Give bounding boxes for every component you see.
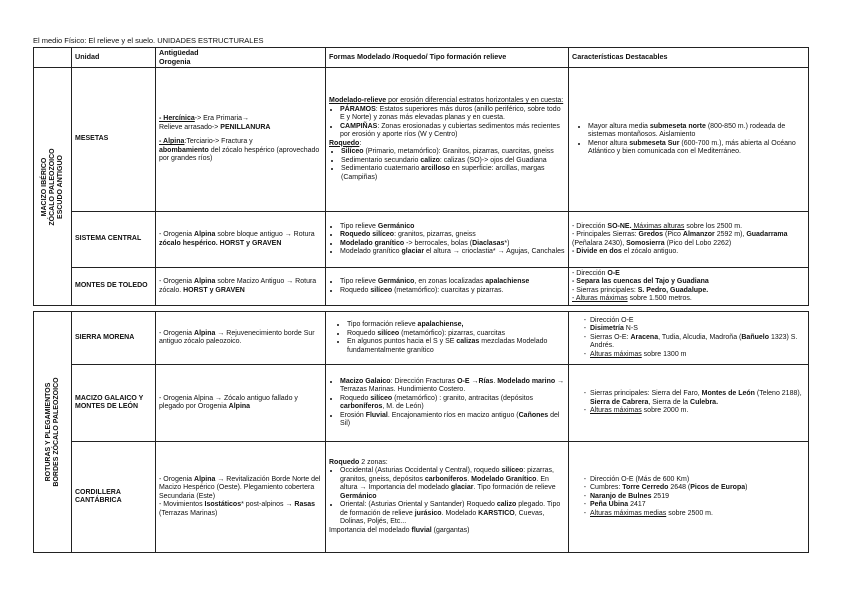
group-roturas: ROTURAS Y PLEGAMIENTOS BORDES ZÓCALO PALEOZOICO [34, 312, 72, 553]
header-antiguedad: Antigüedad Orogenia [156, 48, 326, 68]
orogenia-sistema-central: - Orogenia Alpina sobre bloque antiguo → Rotura zócalo hespérico. HORST y GRAVEN [156, 212, 326, 268]
formas-mesetas: Modelado-relieve por erosión diferencial estratos horizontales y en cuesta: • PÁRAMOS: Estatos superiores más duros (anillo periférico, sobre todo E y Norte) y zonas más elevadas planas y en cuesta. • CAMPIÑAS: Zonas erosionadas y cubiertas sedimentos más recientes por erosión y aporte ríos (W y Centro) Roquedo: • Silíceo (Primario, metamórfico): Granitos, pizarras, cuarcitas, gneiss • Sedimentario secundario calizo: calizas (SO)-> ojos del Guadiana • Sedimentario cuaternario arcilloso en superficie: arcillas, margas (Campiñas) [326, 68, 569, 212]
unit-sistema-central: SISTEMA CENTRAL [72, 212, 156, 268]
caract-cordillera-cantabrica: - Dirección O-E (Más de 600 Km) - Cumbres: Torre Cerredo 2648 (Picos de Europa) - Naranjo de Bulnes 2519 - Peña Ubina 2417 - Alturas máximas medias sobre 2500 m. [569, 442, 809, 553]
group-macizo-iberico: MACIZO IBÉRICO ZÓCALO PALEOZOICO ESCUDO ANTIGUO [34, 68, 72, 306]
unit-montes-toledo: MONTES DE TOLEDO [72, 268, 156, 306]
orogenia-macizo-galaico: - Orogenia Alpina → Zócalo antiguo fallado y plegado por Orogenia Alpina [156, 365, 326, 442]
caract-mesetas: • Mayor altura media submeseta norte (800-850 m.) rodeada de sistemas montañosos. Aislamiento • Menor altura submeseta Sur (600-700 m.), más abierta al Océano Atlántico y bien comunicada con el Mediterráneo. [569, 68, 809, 212]
units-table-2 [33, 311, 809, 553]
caract-macizo-galaico: - Sierras principales: Sierra del Faro, Montes de León (Teleno 2188), Sierra de Cabrera, Sierra de la Culebra. - Alturas máximas sobre 2000 m. [569, 365, 809, 442]
header-row [34, 48, 809, 68]
header-unidad: Unidad [72, 48, 156, 68]
unit-mesetas: MESETAS [72, 68, 156, 212]
row-montes-toledo [34, 268, 809, 306]
formas-sistema-central: • Tipo relieve Germánico • Roquedo silíceo: granitos, pizarras, gneiss • Modelado granítico -> berrocales, bolas (Diaclasas*) • Modelado granítico glaciar el altura → crioclastia* → Agujas, Canchales [326, 212, 569, 268]
header-caracteristicas: Características Destacables [569, 48, 809, 68]
row-mesetas [34, 68, 809, 212]
caract-sierra-morena: - Dirección O-E - Disimetría N-S - Sierras O-E: Aracena, Tudia, Alcudia, Madroña (Bañuelo 1323) S. Andrés. - Alturas máximas sobre 1300 m [569, 312, 809, 365]
caract-sistema-central: - Dirección SO-NE. Máximas alturas sobre los 2500 m. - Principales Sierras: Gredos (Pico Almanzor 2592 m), Guadarrama (Peñalara 2430), Somosierra (Pico del Lobo 2262) - Divide en dos el zócalo antiguo. [569, 212, 809, 268]
unit-sierra-morena: SIERRA MORENA [72, 312, 156, 365]
orogenia-mesetas: - Hercínica-> Era Primaria→ Relieve arrasado-> PENILLANURA - Alpina:Terciario-> Fractura y abombamiento del zócalo hespérico (aprovechado por grandes ríos) [156, 68, 326, 212]
orogenia-cordillera-cantabrica: - Orogenia Alpina → Revitalización Borde Norte del Macizo Hespérico (Oeste). Plegamiento cobertera Secundaria (Este) - Movimientos Isostáticos* post-alpinos → Rasas (Terrazas Marinas) [156, 442, 326, 553]
caract-montes-toledo: - Dirección O-E - Separa las cuencas del Tajo y Guadiana - Sierras principales: S. Pedro, Guadalupe. - Alturas máximas sobre 1.500 metros. [569, 268, 809, 306]
unit-macizo-galaico: MACIZO GALAICO Y MONTES DE LEÓN [72, 365, 156, 442]
orogenia-montes-toledo: - Orogenia Alpina sobre Macizo Antiguo → Rotura zócalo. HORST y GRAVEN [156, 268, 326, 306]
header-empty [34, 48, 72, 68]
document-title: El medio Físico: El relieve y el suelo. UNIDADES ESTRUCTURALES [33, 36, 264, 45]
row-macizo-galaico [34, 365, 809, 442]
unit-cordillera-cantabrica: CORDILLERA CANTÁBRICA [72, 442, 156, 553]
row-sistema-central [34, 212, 809, 268]
units-table-1 [33, 47, 809, 306]
orogenia-sierra-morena: - Orogenia Alpina → Rejuvenecimiento borde Sur antiguo zócalo paleozoico. [156, 312, 326, 365]
header-formas: Formas Modelado /Roquedo/ Tipo formación relieve [326, 48, 569, 68]
formas-sierra-morena: • Tipo formación relieve apalachiense, • Roquedo silíceo (metamórfico): pizarras, cuarcitas • En algunos puntos hacia el S y SE calizas mezcladas Modelado fundamentalmente granítico [326, 312, 569, 365]
row-cordillera-cantabrica [34, 442, 809, 553]
formas-cordillera-cantabrica: Roquedo 2 zonas: • Occidental (Asturias Occidental y Central), roquedo silíceo: pizarras, granitos, gneiss, depósitos carboníferos. Modelado Granítico. En altura → Importancia del modelado glaciar. Tipo formación de relieve Germánico • Oriental: (Asturias Oriental y Santander) Roquedo calizo plegado. Tipo de formación de relieve jurásico. Modelado KARSTICO, Cuevas, Dolinas, Poljés, Etc... Importancia del modelado fluvial (gargantas) [326, 442, 569, 553]
formas-montes-toledo: • Tipo relieve Germánico, en zonas localizadas apalachiense • Roquedo silíceo (metamórfico): cuarcitas y pizarras. [326, 268, 569, 306]
row-sierra-morena [34, 312, 809, 365]
formas-macizo-galaico: • Macizo Galaico: Dirección Fracturas O-E →Rías. Modelado marino → Terrazas Marinas. Hundimiento Costero. • Roquedo silíceo (metamórfico) : granito, antracitas (depósitos carboníferos, M. de León) • Erosión Fluvial. Encajonamiento ríos en macizo antiguo (Cañones del Sil) [326, 365, 569, 442]
